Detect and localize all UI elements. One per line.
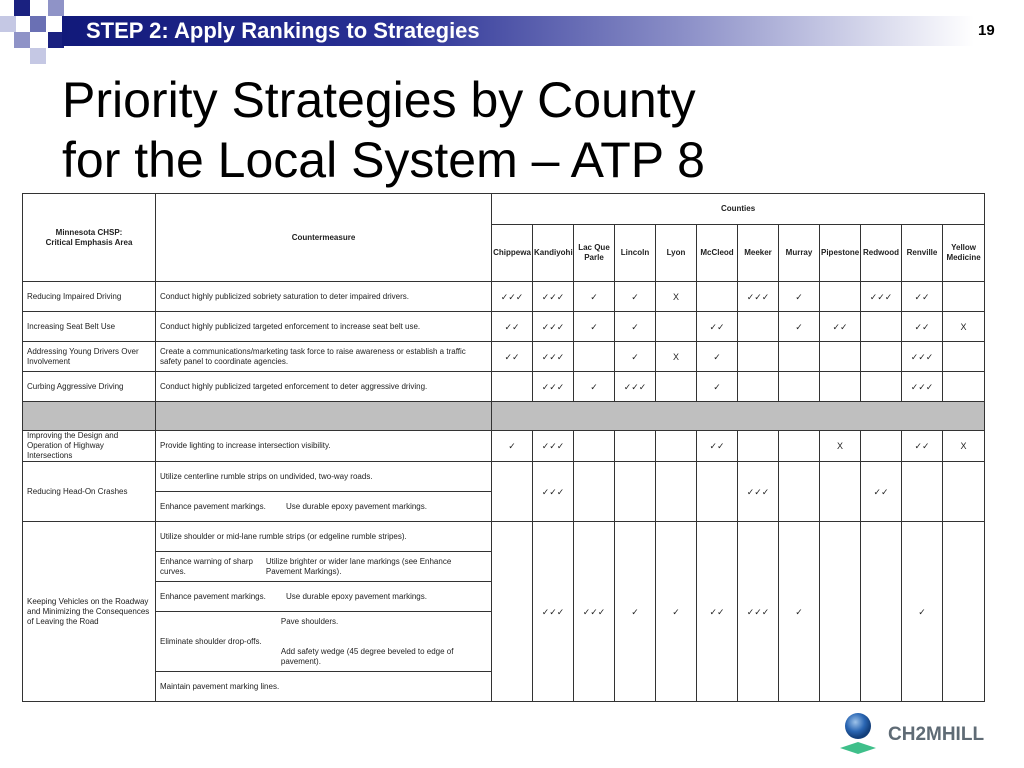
- rank-cell: ✓: [902, 522, 943, 702]
- rank-cell: ✓: [779, 282, 820, 312]
- county-header: Meeker: [738, 225, 779, 282]
- rank-cell: [492, 462, 533, 522]
- rank-cell: ✓: [615, 522, 656, 702]
- rank-cell: [861, 522, 902, 702]
- emphasis-area-cell: Reducing Impaired Driving: [23, 282, 156, 312]
- rank-cell: ✓✓: [820, 312, 861, 342]
- rank-cell: [615, 462, 656, 522]
- rank-cell: ✓✓: [697, 431, 738, 462]
- rank-cell: [861, 312, 902, 342]
- decor-square: [0, 16, 16, 32]
- table-row: [23, 522, 985, 552]
- county-header: Lincoln: [615, 225, 656, 282]
- rank-cell: ✓✓: [902, 312, 943, 342]
- rank-cell: [738, 372, 779, 402]
- rank-cell: ✓✓✓: [738, 522, 779, 702]
- rank-cell: [779, 372, 820, 402]
- rank-cell: [779, 462, 820, 522]
- rank-cell: ✓✓✓: [533, 282, 574, 312]
- rank-cell: ✓✓✓: [492, 282, 533, 312]
- emphasis-area-cell: Curbing Aggressive Driving: [23, 372, 156, 402]
- rank-cell: [779, 431, 820, 462]
- rank-cell: [902, 462, 943, 522]
- rank-cell: ✓✓: [902, 282, 943, 312]
- rank-cell: [492, 522, 533, 702]
- page-title: [62, 70, 705, 190]
- rank-cell: [820, 372, 861, 402]
- rank-cell: ✓✓✓: [861, 282, 902, 312]
- rank-cell: [779, 342, 820, 372]
- rank-cell: [861, 372, 902, 402]
- rank-cell: [697, 462, 738, 522]
- county-header: Pipestone: [820, 225, 861, 282]
- rank-cell: [820, 282, 861, 312]
- rank-cell: [820, 522, 861, 702]
- rank-cell: ✓✓✓: [533, 522, 574, 702]
- county-header: Redwood: [861, 225, 902, 282]
- rank-cell: ✓: [779, 312, 820, 342]
- rank-cell: ✓✓: [902, 431, 943, 462]
- decor-square: [14, 0, 30, 16]
- rank-cell: ✓: [697, 372, 738, 402]
- rank-cell: ✓: [615, 312, 656, 342]
- rank-cell: ✓✓✓: [615, 372, 656, 402]
- table-row: [23, 342, 985, 372]
- rank-cell: ✓✓✓: [738, 462, 779, 522]
- county-header: Lac Que Parle: [574, 225, 615, 282]
- countermeasure-cell: Create a communications/marketing task force to raise awareness or establish a traffic safety panel to coordinate agencies.: [156, 342, 492, 372]
- rank-cell: ✓✓: [861, 462, 902, 522]
- rank-cell: X: [943, 312, 985, 342]
- rank-cell: [820, 342, 861, 372]
- decor-square: [30, 48, 46, 64]
- countermeasure-cell: Eliminate shoulder drop-offs. Pave shoulders. Add safety wedge (45 degree beveled to edge of pavement).: [156, 612, 492, 672]
- rank-cell: ✓: [697, 342, 738, 372]
- countermeasure-cell: Utilize centerline rumble strips on undivided, two-way roads.: [156, 462, 492, 492]
- page-number: 19: [978, 22, 995, 39]
- rank-cell: X: [943, 431, 985, 462]
- rank-cell: [656, 462, 697, 522]
- decor-square: [30, 16, 46, 32]
- rank-cell: ✓: [574, 372, 615, 402]
- countermeasure-cell: Conduct highly publicized targeted enforcement to deter aggressive driving.: [156, 372, 492, 402]
- rank-cell: ✓: [574, 312, 615, 342]
- rank-cell: ✓✓✓: [738, 282, 779, 312]
- rank-cell: [943, 372, 985, 402]
- county-header: Kandiyohi: [533, 225, 574, 282]
- decor-square: [14, 32, 30, 48]
- emphasis-area-cell: Increasing Seat Belt Use: [23, 312, 156, 342]
- rank-cell: [738, 342, 779, 372]
- countermeasure-cell: Enhance pavement markings. Use durable epoxy pavement markings.: [156, 492, 492, 522]
- rank-cell: ✓: [656, 522, 697, 702]
- countermeasure-cell: Conduct highly publicized sobriety saturation to deter impaired drivers.: [156, 282, 492, 312]
- rank-cell: [615, 431, 656, 462]
- rank-cell: X: [820, 431, 861, 462]
- rank-cell: ✓: [574, 282, 615, 312]
- rank-cell: ✓✓: [492, 342, 533, 372]
- countermeasure-cell: Maintain pavement marking lines.: [156, 672, 492, 702]
- emphasis-area-cell: Keeping Vehicles on the Roadway and Minimizing the Consequences of Leaving the Road: [23, 522, 156, 702]
- rank-cell: [574, 342, 615, 372]
- rank-cell: [697, 282, 738, 312]
- rank-cell: X: [656, 282, 697, 312]
- rank-cell: [656, 431, 697, 462]
- rank-cell: ✓✓✓: [533, 312, 574, 342]
- countermeasure-cell: Enhance warning of sharp curves. Utilize brighter or wider lane markings (see Enhance Pavement Markings).: [156, 552, 492, 582]
- banner-title: STEP 2: Apply Rankings to Strategies: [86, 18, 480, 43]
- rank-cell: ✓: [615, 282, 656, 312]
- strategies-table: [22, 193, 985, 702]
- rank-cell: ✓: [615, 342, 656, 372]
- rank-cell: [943, 342, 985, 372]
- rank-cell: ✓✓✓: [533, 431, 574, 462]
- rank-cell: [738, 312, 779, 342]
- header-countermeasure: Countermeasure: [156, 194, 492, 282]
- rank-cell: ✓✓✓: [902, 372, 943, 402]
- county-header: Yellow Medicine: [943, 225, 985, 282]
- county-header: Lyon: [656, 225, 697, 282]
- countermeasure-cell: Conduct highly publicized targeted enforcement to increase seat belt use.: [156, 312, 492, 342]
- county-header: McCleod: [697, 225, 738, 282]
- county-header: Chippewa: [492, 225, 533, 282]
- emphasis-area-cell: Improving the Design and Operation of Highway Intersections: [23, 431, 156, 462]
- rank-cell: ✓: [779, 522, 820, 702]
- rank-cell: ✓✓✓: [533, 342, 574, 372]
- rank-cell: ✓✓✓: [574, 522, 615, 702]
- header-counties: Counties: [492, 194, 985, 225]
- rank-cell: ✓✓✓: [533, 372, 574, 402]
- decor-square: [48, 0, 64, 16]
- ch2mhill-logo-icon: [838, 712, 886, 756]
- rank-cell: [943, 462, 985, 522]
- rank-cell: [861, 431, 902, 462]
- rank-cell: [656, 312, 697, 342]
- ch2mhill-logo-text: CH2MHILL: [888, 724, 985, 745]
- rank-cell: [943, 282, 985, 312]
- rank-cell: ✓✓✓: [533, 462, 574, 522]
- shaded-separator-row: [23, 402, 985, 431]
- countermeasure-cell: Utilize shoulder or mid-lane rumble strips (or edgeline rumble stripes).: [156, 522, 492, 552]
- rank-cell: [861, 342, 902, 372]
- rank-cell: ✓✓: [492, 312, 533, 342]
- title-line-1: Priority Strategies by County: [62, 72, 696, 128]
- header-emphasis-area: Minnesota CHSP: Critical Emphasis Area: [23, 194, 156, 282]
- rank-cell: ✓✓: [697, 522, 738, 702]
- table-row: [23, 462, 985, 492]
- rank-cell: [574, 462, 615, 522]
- rank-cell: [492, 372, 533, 402]
- countermeasure-cell: Enhance pavement markings. Use durable epoxy pavement markings.: [156, 582, 492, 612]
- rank-cell: [738, 431, 779, 462]
- rank-cell: ✓: [492, 431, 533, 462]
- rank-cell: ✓✓: [697, 312, 738, 342]
- rank-cell: [656, 372, 697, 402]
- table-row: [23, 372, 985, 402]
- table-row: [23, 282, 985, 312]
- table-row: [23, 312, 985, 342]
- emphasis-area-cell: Addressing Young Drivers Over Involvement: [23, 342, 156, 372]
- table-row: [23, 431, 985, 462]
- countermeasure-cell: Provide lighting to increase intersection visibility.: [156, 431, 492, 462]
- rank-cell: [574, 431, 615, 462]
- rank-cell: ✓✓✓: [902, 342, 943, 372]
- title-line-2: for the Local System – ATP 8: [62, 132, 705, 188]
- rank-cell: [820, 462, 861, 522]
- rank-cell: [943, 522, 985, 702]
- rank-cell: X: [656, 342, 697, 372]
- county-header: Renville: [902, 225, 943, 282]
- county-header: Murray: [779, 225, 820, 282]
- emphasis-area-cell: Reducing Head-On Crashes: [23, 462, 156, 522]
